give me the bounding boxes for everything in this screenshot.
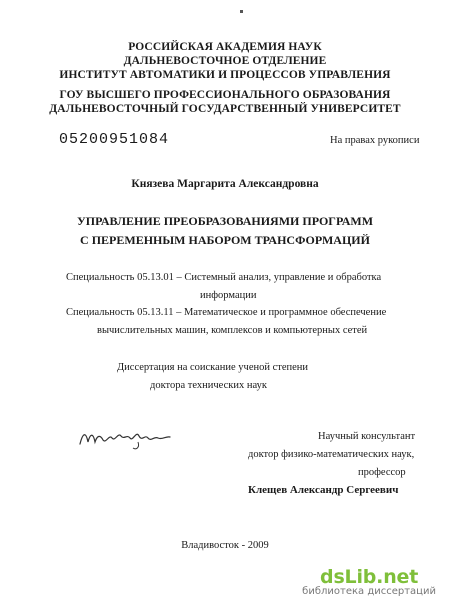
handwritten-signature — [78, 422, 178, 452]
header-line-2: ДАЛЬНЕВОСТОЧНОЕ ОТДЕЛЕНИЕ — [123, 55, 327, 67]
consultant-name: Клещев Александр Сергеевич — [248, 484, 399, 496]
consultant-label: Научный консультант — [318, 431, 416, 442]
specialty-2-line-1: Специальность 05.13.11 – Математическое и программное обеспечение — [66, 307, 387, 318]
rights-note: На правах рукописи — [330, 135, 420, 146]
specialty-2-line-2: вычислительных машин, комплексов и компьютерных сетей — [97, 325, 368, 336]
header-line-5: ДАЛЬНЕВОСТОЧНЫЙ ГОСУДАРСТВЕННЫЙ УНИВЕРСИТЕТ — [49, 103, 401, 115]
header-line-3: ИНСТИТУТ АВТОМАТИКИ И ПРОЦЕССОВ УПРАВЛЕНИЯ — [59, 69, 391, 81]
scan-speck — [240, 10, 243, 13]
header-line-1: РОССИЙСКАЯ АКАДЕМИЯ НАУК — [128, 41, 322, 53]
watermark-logo: dsLib.net — [320, 566, 419, 588]
author-name: Князева Маргарита Александровна — [131, 178, 319, 190]
consultant-degree: доктор физико-математических наук, — [248, 449, 415, 460]
dissertation-line-1: Диссертация на соискание ученой степени — [117, 362, 309, 373]
place-year: Владивосток - 2009 — [181, 540, 269, 551]
consultant-rank: профессор — [358, 467, 406, 478]
watermark — [302, 566, 436, 597]
title-line-2: С ПЕРЕМЕННЫМ НАБОРОМ ТРАНСФОРМАЦИЙ — [80, 233, 370, 247]
header-line-4: ГОУ ВЫСШЕГО ПРОФЕССИОНАЛЬНОГО ОБРАЗОВАНИЯ — [59, 89, 391, 101]
dissertation-line-2: доктора технических наук — [150, 380, 267, 391]
title-line-1: УПРАВЛЕНИЕ ПРЕОБРАЗОВАНИЯМИ ПРОГРАММ — [76, 214, 374, 228]
watermark-subtitle: библиотека диссертаций — [302, 586, 436, 597]
specialty-1-line-1: Специальность 05.13.01 – Системный анализ, управление и обработка — [66, 272, 382, 283]
specialty-1-line-2: информации — [200, 290, 257, 301]
document-code: 05200951084 — [59, 131, 170, 148]
